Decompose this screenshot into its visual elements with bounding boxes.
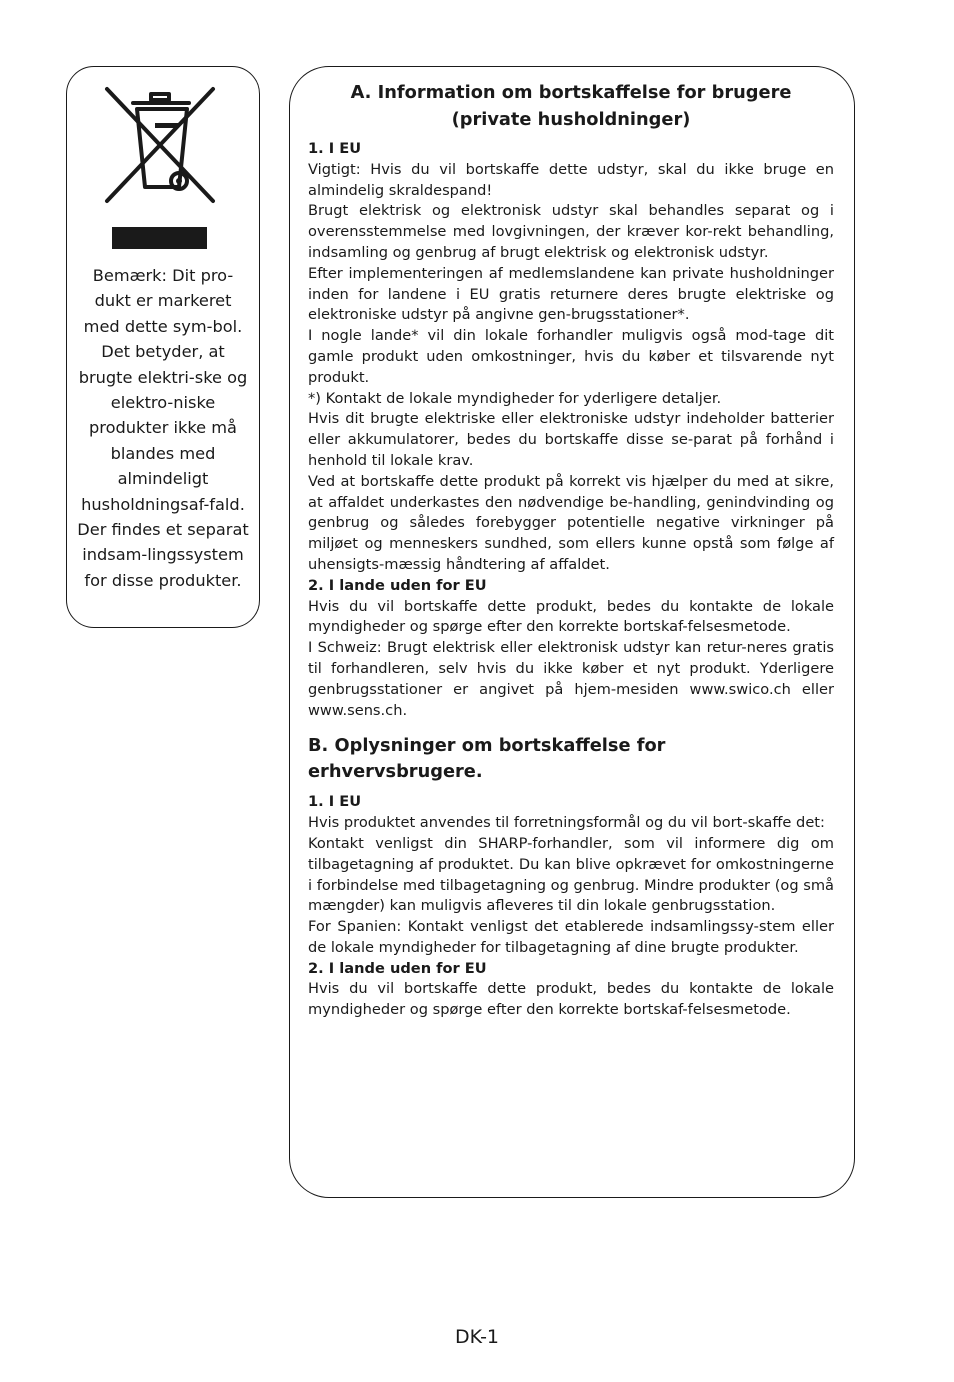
paragraph: I nogle lande* vil din lokale forhandler muligvis også mod-tage dit gamle produkt uden omkostninger, hvis du køber et tilsvarende nyt produkt. bbox=[308, 327, 834, 386]
paragraph: I Schweiz: Brugt elektrisk eller elektronisk udstyr kan retur-neres gratis til forhandleren, selv hvis du ikke køber et nyt produkt. Yderligere genbrugsstationer er angivet på hjem-mesiden www.swico.ch eller www.sens.ch. bbox=[308, 639, 834, 719]
section-b-sub1-heading: 1. I EU bbox=[308, 793, 362, 811]
paragraph: Hvis dit brugte elektriske eller elektroniske udstyr indeholder batterier eller akkumulatorer, bedes du bortskaffe disse se-parat på forhånd i henhold til lokale krav. bbox=[308, 410, 834, 469]
paragraph: Kontakt venligst din SHARP-forhandler, som vil informere dig om tilbagetagning af produktet. Du kan blive opkrævet for omkostningerne i forbindelse med tilbagetagning og genbrug. Mindre produkter (og små mængder) kan muligvis afleveres til din lokale genbrugsstation. bbox=[308, 834, 834, 915]
paragraph: *) Kontakt de lokale myndigheder for yderligere detaljer. bbox=[308, 389, 722, 407]
paragraph: Vigtigt: Hvis du vil bortskaffe dette udstyr, skal du ikke bruge en almindelig skraldespand! bbox=[308, 160, 834, 199]
section-b-title: B. Oplysninger om bortskaffelse for erhvervsbrugere. bbox=[308, 735, 666, 783]
section-b-sub2-heading: 2. I lande uden for EU bbox=[308, 959, 487, 977]
weee-note: Bemærk: Dit pro-dukt er markeret med dette sym-bol. Det betyder, at brugte elektri-ske og elektro-niske produkter ikke må blandes med almindeligt husholdningsaf-fald. Der findes et separat indsam-lingssystem for disse produkter. bbox=[77, 266, 249, 590]
black-bar bbox=[112, 227, 207, 249]
paragraph: Brugt elektrisk og elektronisk udstyr skal behandles separat og i overensstemmelse med lovgivningen, der kræver kor-rekt behandling, indsamling og genbrug af brugt elektrisk og elektronisk udstyr. bbox=[308, 202, 834, 261]
section-a-sub1-heading: 1. I EU bbox=[308, 140, 362, 157]
paragraph: Hvis du vil bortskaffe dette produkt, bedes du kontakte de lokale myndigheder og spørge efter den korrekte bortskaf-felsesmetode. bbox=[308, 980, 834, 1019]
paragraph: Hvis produktet anvendes til forretningsformål og du vil bort-skaffe det: bbox=[308, 814, 825, 832]
paragraph: Hvis du vil bortskaffe dette produkt, bedes du kontakte de lokale myndigheder og spørge efter den korrekte bortskaf-felsesmetode. bbox=[308, 597, 834, 636]
crossed-out-wheelie-bin-icon bbox=[99, 85, 221, 207]
paragraph: Efter implementeringen af medlemslandene kan private husholdninger inden for landene i EU gratis returnere deres brugte elektriske og elektroniske udstyr på angivne gen-brugsstationer*. bbox=[308, 264, 834, 324]
page-number: DK-1 bbox=[454, 1326, 500, 1348]
section-a-title: A. Information om bortskaffelse for brugere (private husholdninger) bbox=[350, 82, 792, 130]
weee-symbol-box bbox=[66, 66, 260, 628]
section-a-sub2-heading: 2. I lande uden for EU bbox=[308, 576, 487, 594]
paragraph: Ved at bortskaffe dette produkt på korrekt vis hjælper du med at sikre, at affaldet underkastes den nødvendige be-handling, genindvinding og genbrug og således forebygger potentielle negative virkninger på miljøet og menneskers sundhed, som ellers kunne opstå som følge af uhensigts-mæssig håndtering af affaldet. bbox=[308, 472, 834, 573]
paragraph: For Spanien: Kontakt venligst det etablerede indsamlingssy-stem eller de lokale myndigheder for tilbagetagning af dine brugte produkter. bbox=[308, 918, 834, 956]
disposal-content bbox=[308, 79, 834, 1021]
disposal-information-box bbox=[289, 66, 855, 1198]
